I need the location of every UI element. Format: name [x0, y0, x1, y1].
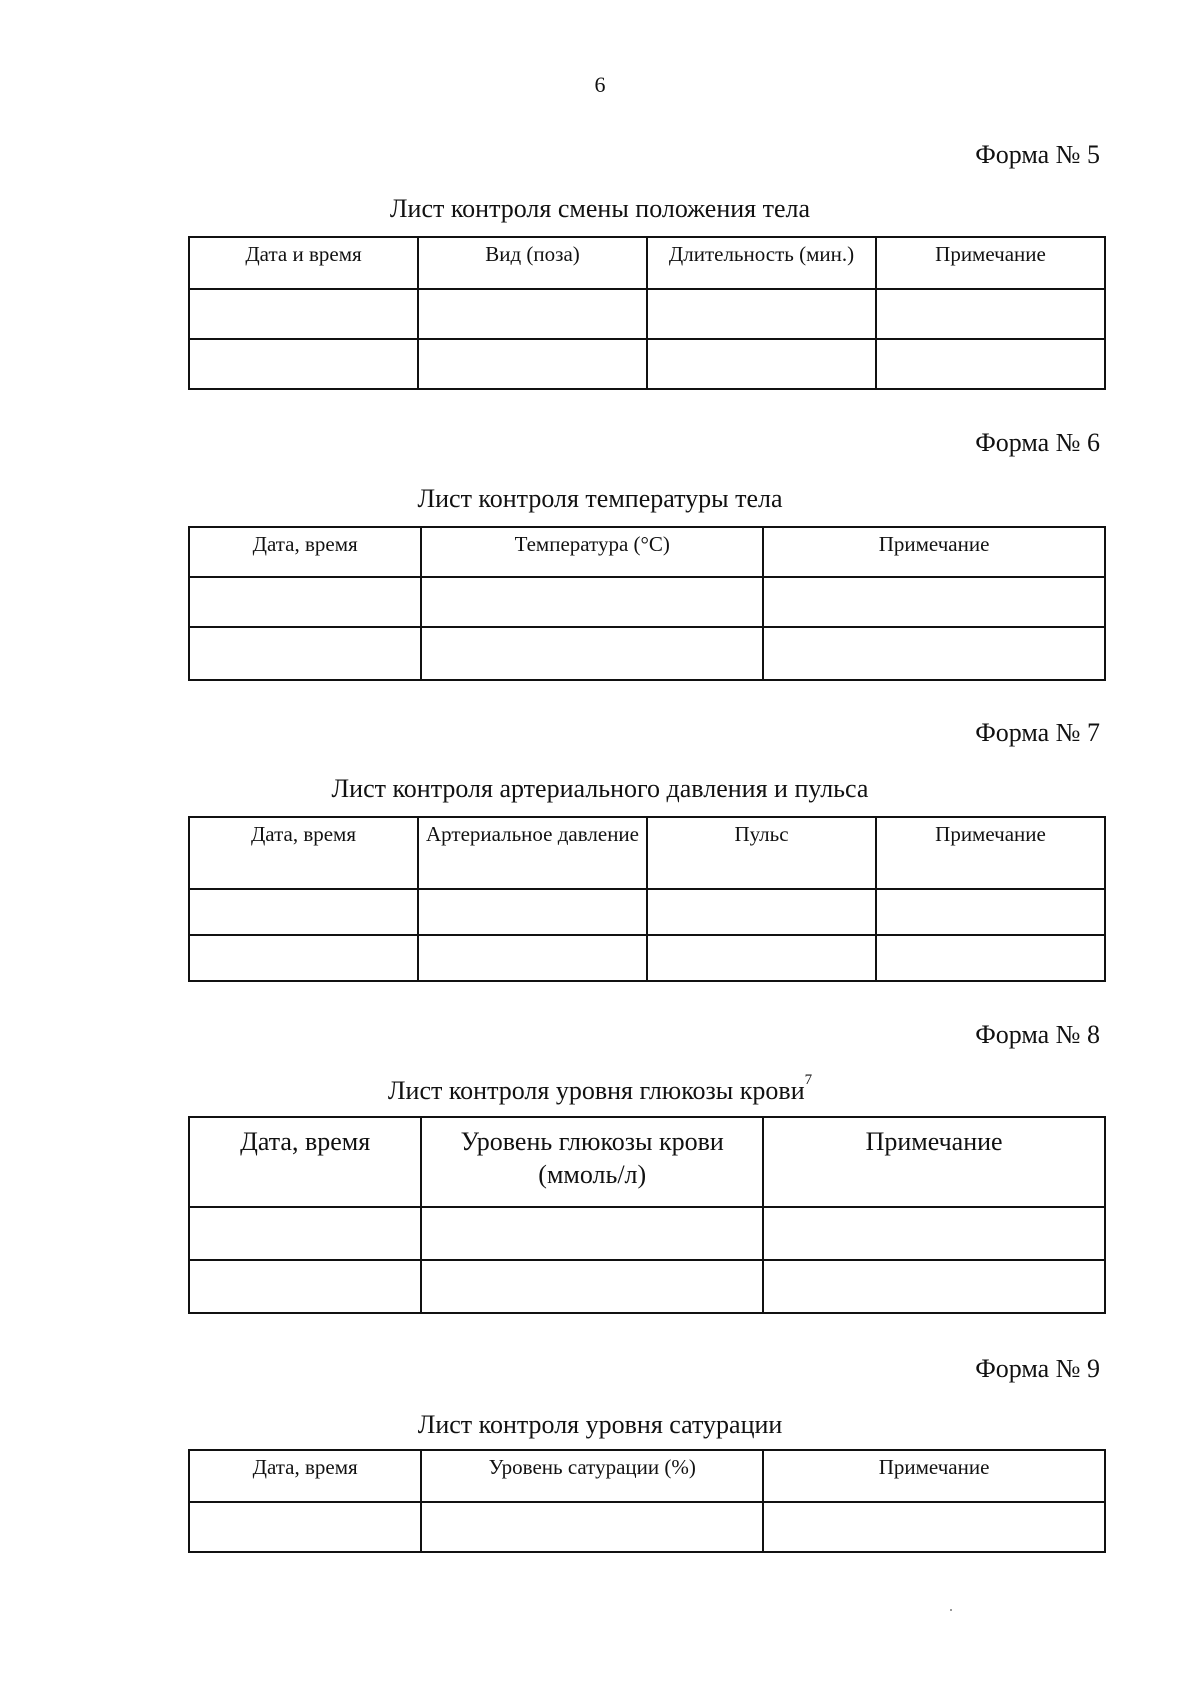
- form-7-header-pulse: Пульс: [647, 817, 876, 889]
- empty-cell[interactable]: [418, 935, 647, 981]
- form-8-header-date: Дата, время: [189, 1117, 421, 1207]
- empty-cell[interactable]: [876, 935, 1105, 981]
- empty-cell[interactable]: [763, 627, 1105, 680]
- empty-cell[interactable]: [189, 627, 421, 680]
- table-row: [189, 339, 1105, 389]
- form-8-title: [0, 1072, 1200, 1106]
- empty-cell[interactable]: [189, 1260, 421, 1313]
- form-9-header-note: Примечание: [763, 1450, 1105, 1502]
- form-8-table: [188, 1116, 1106, 1314]
- form-7-header-note: Примечание: [876, 817, 1105, 889]
- empty-cell[interactable]: [647, 889, 876, 935]
- empty-cell[interactable]: [189, 339, 418, 389]
- empty-cell[interactable]: [876, 339, 1105, 389]
- form-6-table: [188, 526, 1106, 681]
- empty-cell[interactable]: [421, 1502, 763, 1552]
- table-row: [189, 289, 1105, 339]
- form-5-label: Форма № 5: [975, 140, 1100, 169]
- form-8-header-glucose: Уровень глюкозы крови (ммоль/л): [421, 1117, 763, 1207]
- form-7-table: [188, 816, 1106, 982]
- form-5-header-date: Дата и время: [189, 237, 418, 289]
- empty-cell[interactable]: [763, 1502, 1105, 1552]
- form-9-table: [188, 1449, 1106, 1553]
- empty-cell[interactable]: [418, 339, 647, 389]
- empty-cell[interactable]: [189, 1502, 421, 1552]
- empty-cell[interactable]: [421, 577, 763, 627]
- form-7-header-date: Дата, время: [189, 817, 418, 889]
- form-7-label: Форма № 7: [975, 718, 1100, 747]
- form-5-header-duration: Длительность (мин.): [647, 237, 876, 289]
- form-9-label: Форма № 9: [975, 1354, 1100, 1383]
- empty-cell[interactable]: [189, 577, 421, 627]
- form-9-title: Лист контроля уровня сатурации: [417, 1410, 783, 1439]
- form-5-title: Лист контроля смены положения тела: [389, 194, 811, 223]
- table-row: [189, 627, 1105, 680]
- table-row: [189, 1207, 1105, 1260]
- empty-cell[interactable]: [189, 935, 418, 981]
- form-8-header-note: Примечание: [763, 1117, 1105, 1207]
- empty-cell[interactable]: [189, 1207, 421, 1260]
- footnote-marker: 7: [804, 1072, 813, 1088]
- empty-cell[interactable]: [189, 289, 418, 339]
- form-7-header-pressure: Артериальное давление: [418, 817, 647, 889]
- empty-cell[interactable]: [763, 577, 1105, 627]
- empty-cell[interactable]: [647, 935, 876, 981]
- empty-cell[interactable]: [763, 1207, 1105, 1260]
- form-5-header-pose: Вид (поза): [418, 237, 647, 289]
- form-8-title-text: Лист контроля уровня глюкозы крови: [387, 1076, 805, 1105]
- empty-cell[interactable]: [763, 1260, 1105, 1313]
- table-row: [189, 1260, 1105, 1313]
- empty-cell[interactable]: [189, 889, 418, 935]
- form-9-header-date: Дата, время: [189, 1450, 421, 1502]
- table-row: [189, 935, 1105, 981]
- form-6-label: Форма № 6: [975, 428, 1100, 457]
- form-5-header-note: Примечание: [876, 237, 1105, 289]
- form-6-header-date: Дата, время: [189, 527, 421, 577]
- page-number: 6: [594, 72, 606, 97]
- form-8-label: Форма № 8: [975, 1020, 1100, 1049]
- empty-cell[interactable]: [876, 889, 1105, 935]
- empty-cell[interactable]: [421, 1207, 763, 1260]
- empty-cell[interactable]: [647, 289, 876, 339]
- table-row: [189, 889, 1105, 935]
- form-5-table: [188, 236, 1106, 390]
- form-6-header-note: Примечание: [763, 527, 1105, 577]
- form-6-header-temperature: Температура (°С): [421, 527, 763, 577]
- empty-cell[interactable]: [876, 289, 1105, 339]
- form-9-header-saturation: Уровень сатурации (%): [421, 1450, 763, 1502]
- form-7-title: Лист контроля артериального давления и пульса: [331, 774, 869, 803]
- empty-cell[interactable]: [418, 289, 647, 339]
- table-row: [189, 1502, 1105, 1552]
- table-row: [189, 577, 1105, 627]
- empty-cell[interactable]: [421, 1260, 763, 1313]
- empty-cell[interactable]: [418, 889, 647, 935]
- empty-cell[interactable]: [421, 627, 763, 680]
- scan-speck: [950, 1609, 952, 1611]
- form-6-title: Лист контроля температуры тела: [417, 484, 783, 513]
- empty-cell[interactable]: [647, 339, 876, 389]
